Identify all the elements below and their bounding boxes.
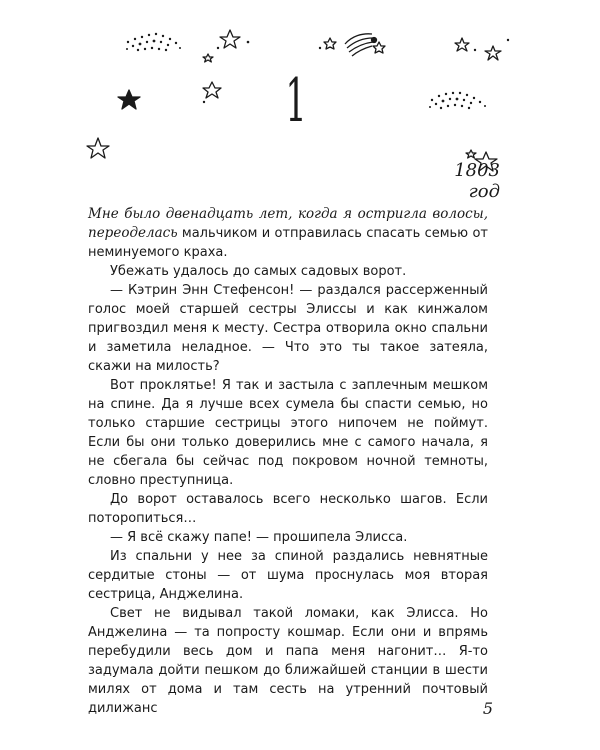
page-number: 5 bbox=[482, 699, 494, 718]
paragraph: Вот проклятье! Я так и застыла с заплечным мешком на спине. Да я лучше всех сумела бы спасти семью, но только старшие сестрицы этого нипочем не поймут. Если бы они только доверились мне с самого начала, я не сбегала бы сейчас под покровом ночной темноты, словно преступница. bbox=[88, 378, 488, 488]
star-icon bbox=[118, 90, 140, 109]
paragraph: Убежать удалось до самых садовых ворот. bbox=[110, 264, 407, 279]
comet-icon bbox=[345, 34, 377, 56]
paragraph-text: мальчиком и отправилась спасать семью от неминуемого краха. bbox=[88, 226, 488, 260]
opening-line: Мне было двенадцать лет, когда я остригла волосы, переоделась bbox=[88, 206, 488, 241]
chapter-number: 1 bbox=[285, 66, 307, 136]
star-icon bbox=[485, 46, 501, 60]
star-icon bbox=[373, 42, 385, 53]
paragraph bbox=[88, 205, 488, 262]
paragraph: — Я всё скажу папе! — прошипела Элисса. bbox=[110, 530, 408, 545]
chapter-body bbox=[88, 205, 488, 718]
paragraph: Из спальни у нее за спиной раздались невнятные сердитые стоны — от шума проснулась моя вторая сестрица, Анджелина. bbox=[88, 549, 488, 602]
star-icon bbox=[466, 150, 476, 158]
paragraph: Свет не видывал такой ломаки, как Элисса. Но Анджелина — та попросту кошмар. Если они и впрямь перебудили весь дом и папа меня нагонит… Я-то задумала дойти пешком до ближайшей станции в шести милях от дома и там сесть на утренний почтовый дилижанс bbox=[88, 606, 488, 716]
star-icon bbox=[87, 138, 109, 158]
dotted-cloud-icon bbox=[429, 92, 486, 109]
star-icon bbox=[203, 54, 213, 62]
star-icon bbox=[220, 30, 240, 48]
paragraph: До ворот оставалось всего несколько шагов. Если поторопиться… bbox=[88, 492, 488, 526]
star-icon bbox=[324, 38, 336, 49]
star-icon bbox=[203, 82, 221, 98]
star-icon bbox=[455, 38, 469, 51]
paragraph: — Кэтрин Энн Стефенсон! — раздался рассерженный голос моей старшей сестры Элиссы и как кинжалом пригвоздил меня к месту. Сестра отворила окно спальни и заметила неладное. — Что это ты такое затеяла, скажи на милость? bbox=[88, 283, 488, 374]
dotted-cloud-icon bbox=[126, 33, 181, 51]
chapter-date: 1803 год bbox=[454, 160, 500, 202]
